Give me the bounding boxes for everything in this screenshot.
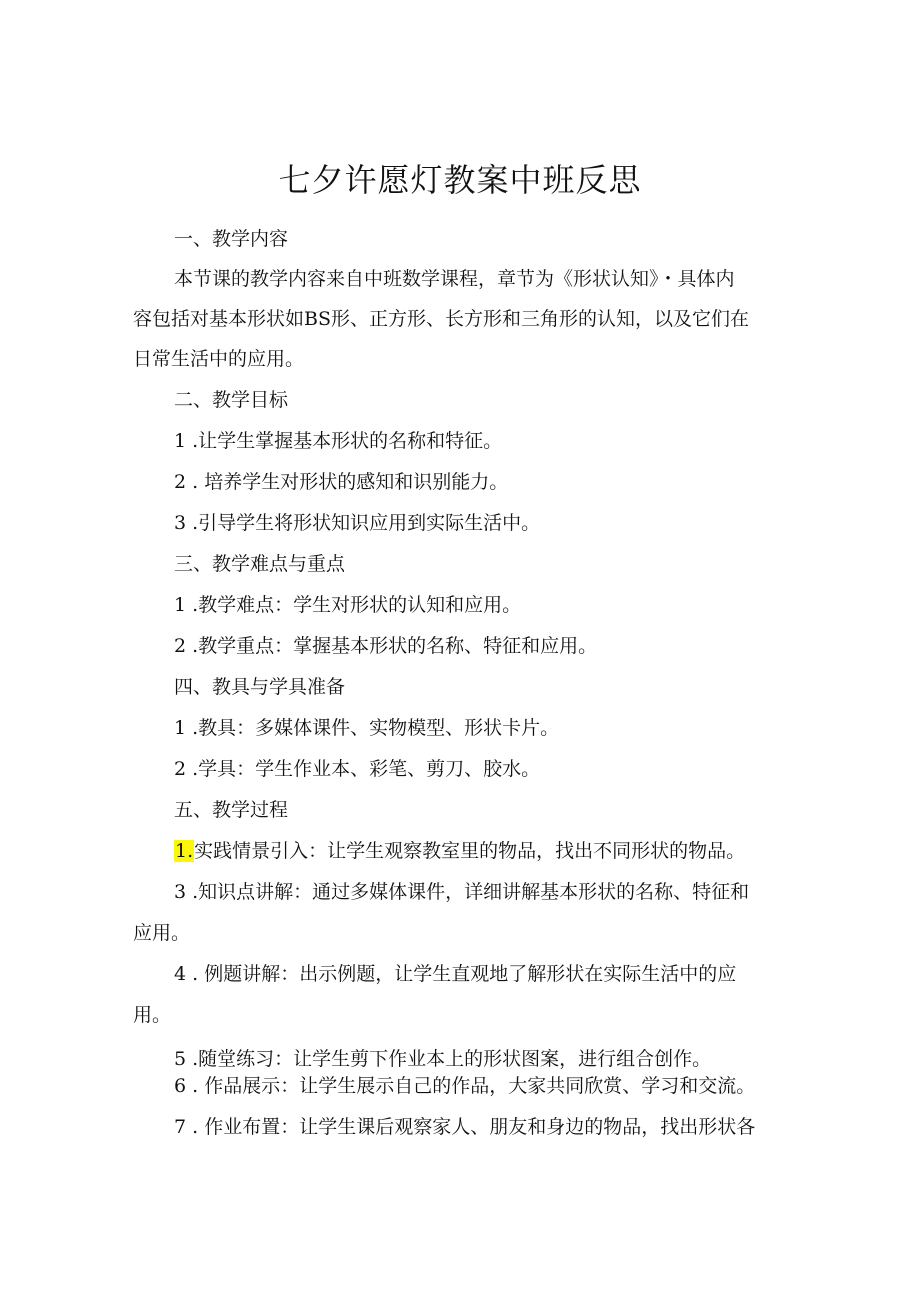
- document-title: 七夕许愿灯教案中班反思: [278, 161, 642, 199]
- section-heading-content: 一、教学内容: [174, 228, 289, 250]
- list-item: 3 .知识点讲解：通过多媒体课件，详细讲解基本形状的名称、特征和: [174, 881, 750, 903]
- list-item-continuation: 用。: [133, 1004, 172, 1026]
- list-item: 2 .学具：学生作业本、彩笔、剪刀、胶水。: [174, 758, 541, 780]
- list-item: 2 . 培养学生对形状的感知和识别能力。: [174, 471, 509, 493]
- section-heading-process: 五、教学过程: [174, 799, 289, 821]
- paragraph-line: 容包括对基本形状如BS形、正方形、长方形和三角形的认知，以及它们在: [133, 308, 749, 330]
- list-item: 2 .教学重点：掌握基本形状的名称、特征和应用。: [174, 635, 598, 657]
- list-item-continuation: 应用。: [133, 922, 191, 944]
- list-item: [174, 838, 745, 864]
- section-heading-goals: 二、教学目标: [174, 389, 289, 411]
- list-item: 1 .教学难点：学生对形状的认知和应用。: [174, 594, 522, 616]
- section-heading-materials: 四、教具与学具准备: [174, 676, 346, 698]
- list-item: 5 .随堂练习：让学生剪下作业本上的形状图案，进行组合创作。: [174, 1048, 712, 1070]
- list-item: 6 . 作品展示：让学生展示自己的作品，大家共同欣赏、学习和交流。: [174, 1075, 756, 1097]
- paragraph-line: 日常生活中的应用。: [133, 348, 305, 370]
- paragraph-line: 本节课的教学内容来自中班数学课程，章节为《形状认知》・具体内: [174, 268, 735, 290]
- list-item: 3 .引导学生将形状知识应用到实际生活中。: [174, 512, 541, 534]
- list-item: 1 .让学生掌握基本形状的名称和特征。: [174, 430, 503, 452]
- section-heading-difficulty: 三、教学难点与重点: [174, 553, 346, 575]
- list-item: 7 . 作业布置：让学生课后观察家人、朋友和身边的物品，找出形状各: [174, 1116, 756, 1138]
- list-item-text: 实践情景引入：让学生观察教室里的物品，找出不同形状的物品。: [194, 840, 746, 862]
- highlighted-marker: 1.: [175, 840, 194, 862]
- list-item: 4 . 例题讲解：出示例题，让学生直观地了解形状在实际生活中的应: [174, 963, 737, 985]
- list-item: 1 .教具：多媒体课件、实物模型、形状卡片。: [174, 717, 560, 739]
